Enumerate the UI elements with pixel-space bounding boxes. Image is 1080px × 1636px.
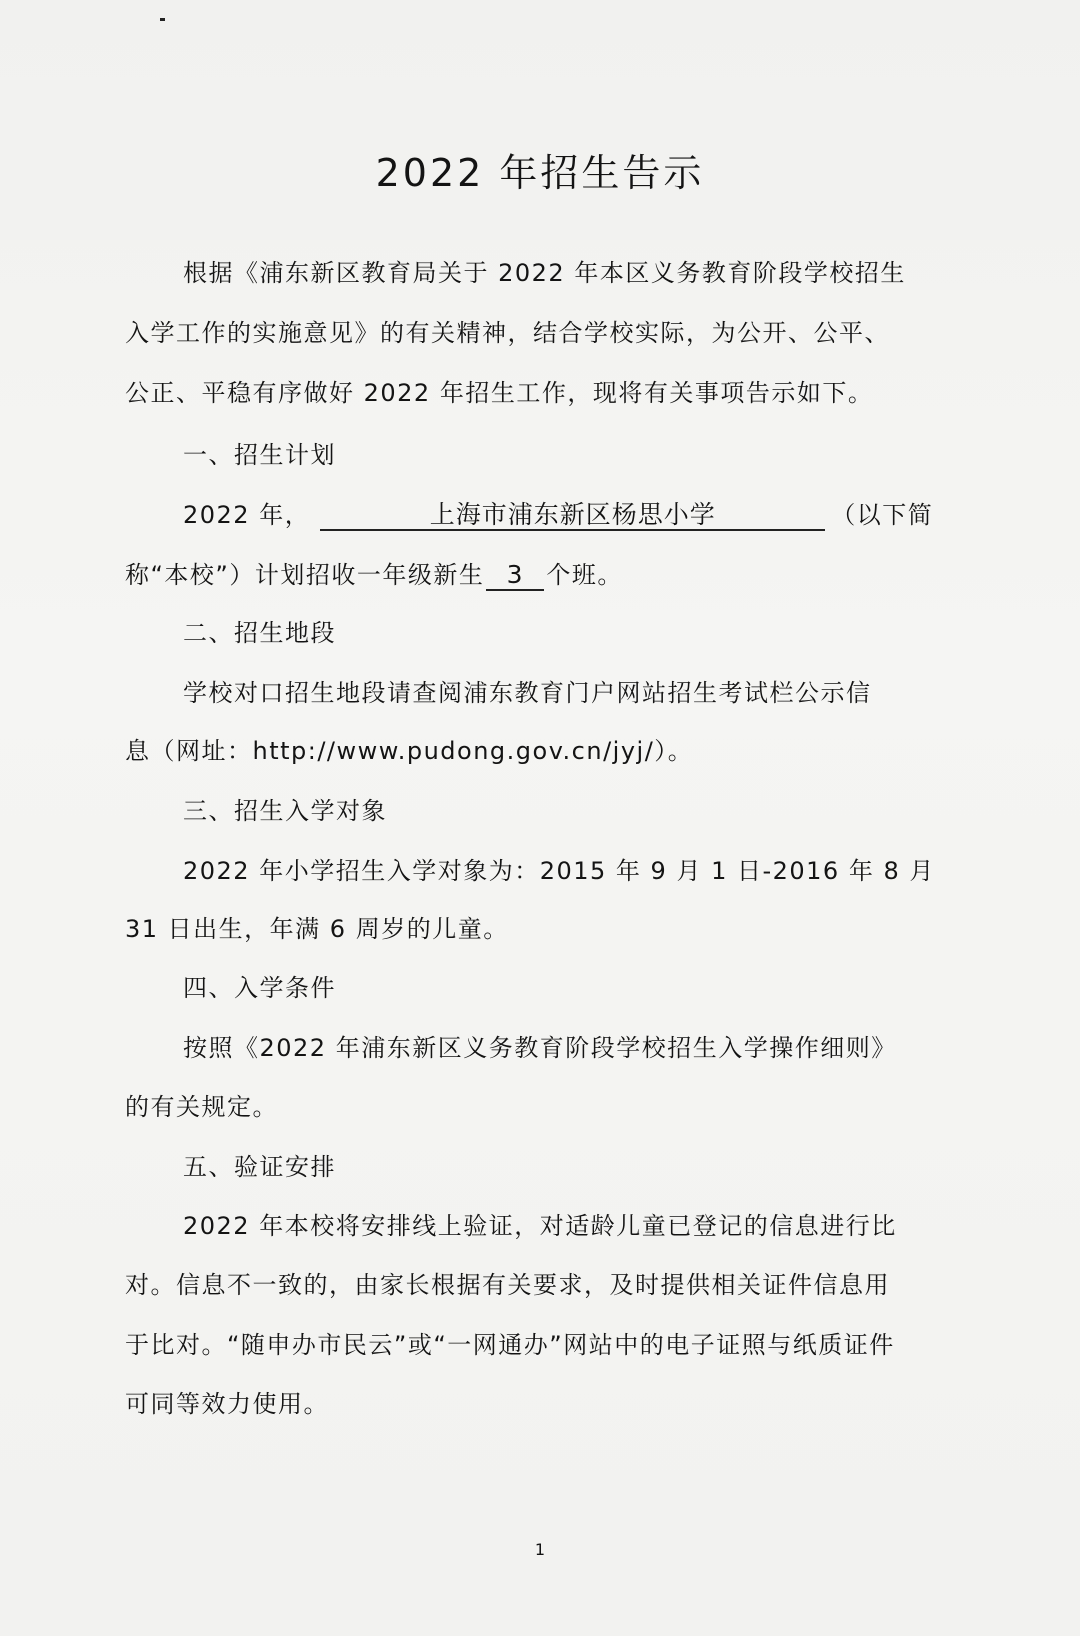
- section-5-line-1: 2022 年本校将安排线上验证，对适龄儿童已登记的信息进行比: [183, 1212, 897, 1240]
- intro-line-3: 公正、平稳有序做好 2022 年招生工作，现将有关事项告示如下。: [125, 379, 874, 407]
- section-4-line-2: 的有关规定。: [125, 1093, 278, 1121]
- intro-line-1: 根据《浦东新区教育局关于 2022 年本区义务教育阶段学校招生: [183, 259, 906, 287]
- page-number: 1: [534, 1540, 546, 1559]
- school-name-field: 上海市浦东新区杨思小学: [320, 501, 825, 531]
- intro-line-2: 入学工作的实施意见》的有关精神，结合学校实际，为公开、公平、: [125, 319, 890, 347]
- abbrev-text: （以下简: [831, 501, 934, 529]
- section-4-line-1: 按照《2022 年浦东新区义务教育阶段学校招生入学操作细则》: [183, 1034, 897, 1062]
- class-count-field: 3: [486, 561, 544, 591]
- plan-text: 称“本校”）计划招收一年级新生: [125, 561, 485, 589]
- section-3-heading: 三、招生入学对象: [183, 797, 387, 825]
- section-5-line-3: 于比对。“随申办市民云”或“一网通办”网站中的电子证照与纸质证件: [125, 1331, 895, 1359]
- year-prefix: 2022 年，: [183, 501, 311, 529]
- section-1-heading: 一、招生计划: [183, 441, 336, 469]
- section-5-heading: 五、验证安排: [183, 1153, 336, 1181]
- section-1-line-2: [125, 560, 623, 591]
- section-2-heading: 二、招生地段: [183, 619, 336, 647]
- section-2-line-1: 学校对口招生地段请查阅浦东教育门户网站招生考试栏公示信: [183, 679, 872, 707]
- section-5-line-4: 可同等效力使用。: [125, 1390, 329, 1418]
- section-3-line-2: 31 日出生，年满 6 周岁的儿童。: [125, 915, 509, 943]
- section-3-line-1: 2022 年小学招生入学对象为：2015 年 9 月 1 日-2016 年 8 月: [183, 857, 935, 885]
- class-unit-text: 个班。: [546, 561, 623, 589]
- section-1-line-1: [183, 500, 933, 531]
- page-title: 2022 年招生告示: [375, 151, 705, 195]
- scan-speck: [160, 18, 165, 21]
- section-5-line-2: 对。信息不一致的，由家长根据有关要求，及时提供相关证件信息用: [125, 1271, 890, 1299]
- section-4-heading: 四、入学条件: [183, 974, 336, 1002]
- section-2-line-2: 息（网址：http://www.pudong.gov.cn/jyj/）。: [125, 737, 694, 765]
